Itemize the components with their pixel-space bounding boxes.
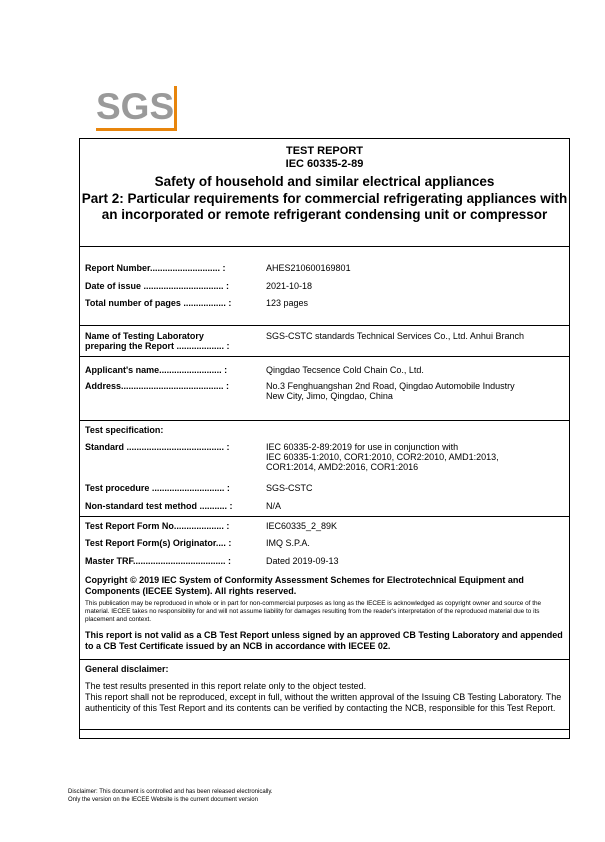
test-procedure-row	[80, 483, 569, 497]
report-info-section	[80, 246, 569, 325]
trf-number-label: Test Report Form No.................... :	[85, 521, 230, 531]
master-trf-label: Master TRF..................................... :	[85, 556, 232, 566]
report-number-row	[80, 263, 569, 277]
report-type: TEST REPORT	[285, 145, 363, 157]
trf-originator-row	[80, 538, 569, 552]
lab-label: Name of Testing Laboratory preparing the Report ................... :	[85, 331, 230, 351]
report-frame	[79, 138, 570, 739]
standard-label: Standard ....................................... :	[85, 442, 230, 452]
trf-originator-value: IMQ S.P.A.	[266, 538, 310, 548]
footer-line-1: Disclaimer: This document is controlled and has been released electronically.	[68, 789, 273, 795]
general-disclaimer-text: The test results presented in this report relate only to the object tested. This report shall not be reproduced, except in full, without the written approval of the Issuing CB Testing Laboratory. The authenticity of this Test Report and its contents can be verified by contacting the NCB, responsible for this Test Report.	[85, 681, 562, 713]
cb-validity-notice: This report is not valid as a CB Test Report unless signed by an approved CB Testing Laboratory and appended to a CB Test Certificate issued by an NCB in accordance with IECEE 02.	[85, 630, 563, 651]
applicant-name-value: Qingdao Tecsence Cold Chain Co., Ltd.	[266, 365, 424, 375]
report-number-label: Report Number............................ :	[85, 263, 226, 273]
total-pages-value: 123 pages	[266, 298, 309, 308]
total-pages-row	[80, 298, 569, 312]
date-of-issue-row	[80, 281, 569, 295]
standard-code: IEC 60335-2-89	[285, 158, 364, 170]
test-spec-heading: Test specification:	[85, 425, 164, 435]
trf-number-value: IEC60335_2_89K	[266, 521, 338, 531]
sgs-logo	[96, 86, 186, 132]
test-procedure-label: Test procedure ............................. :	[85, 483, 230, 493]
trf-originator-label: Test Report Form(s) Originator.... :	[85, 538, 232, 548]
trf-number-row	[80, 521, 569, 535]
reproduction-notice: This publication may be reproduced in whole or in part for non-commercial purposes as long as the IECEE is acknowledged as copyright owner and source of the material. IECEE takes no responsibility for and will not assume liability for damages resulting from the reader's interpretation of the reproduced material due to its placement and context.	[85, 600, 542, 623]
applicant-name-label: Applicant's name......................... :	[85, 365, 228, 375]
total-pages-label: Total number of pages ................. :	[85, 298, 232, 308]
applicant-address-row	[80, 381, 569, 405]
test-spec-section	[80, 420, 569, 516]
lab-section	[80, 325, 569, 356]
copyright-section	[80, 571, 569, 658]
frame-bottom-rule	[80, 729, 569, 730]
test-spec-heading-row	[80, 425, 569, 439]
applicant-address-label: Address......................................... :	[85, 381, 230, 391]
logo-accent-bar	[174, 86, 177, 130]
date-of-issue-label: Date of issue ................................ :	[85, 281, 230, 291]
nonstandard-method-label: Non-standard test method ........... :	[85, 501, 233, 511]
applicant-name-row	[80, 365, 569, 379]
copyright-notice: Copyright © 2019 IEC System of Conformity Assessment Schemes for Electrotechnical Equipment and Components (IECEE System). All rights reserved.	[85, 575, 524, 596]
trf-section	[80, 516, 569, 571]
page-footer	[68, 788, 273, 804]
applicant-address-value: No.3 Fenghuangshan 2nd Road, Qingdao Automobile Industry New City, Jimo, Qingdao, China	[266, 381, 515, 401]
report-title: Safety of household and similar electrical appliances	[154, 174, 495, 189]
master-trf-value: Dated 2019-09-13	[266, 556, 339, 566]
general-disclaimer-heading: General disclaimer:	[85, 664, 169, 674]
title-block	[80, 139, 569, 247]
nonstandard-method-row	[80, 501, 569, 515]
master-trf-row	[80, 556, 569, 570]
applicant-section	[80, 356, 569, 420]
lab-value: SGS-CSTC standards Technical Services Co., Ltd. Anhui Branch	[266, 331, 524, 341]
general-disclaimer-section	[80, 659, 569, 739]
logo-accent-base	[96, 128, 177, 131]
date-of-issue-value: 2021-10-18	[266, 281, 313, 291]
standard-row	[80, 442, 569, 476]
report-number-value: AHES210600169801	[266, 263, 351, 273]
standard-value: IEC 60335-2-89:2019 for use in conjunction with IEC 60335-1:2010, COR1:2010, COR2:2010, AMD1:2013, COR1:2014, AMD2:2016, COR1:2016	[266, 442, 499, 472]
sgs-logo-text: SGS	[96, 86, 175, 127]
report-subtitle: Part 2: Particular requirements for commercial refrigerating appliances with an incorporated or remote refrigerant condensing unit or compressor	[81, 191, 568, 222]
nonstandard-method-value: N/A	[266, 501, 282, 511]
footer-line-2: Only the version on the IECEE Website is the current document version	[68, 797, 258, 803]
test-procedure-value: SGS-CSTC	[266, 483, 313, 493]
